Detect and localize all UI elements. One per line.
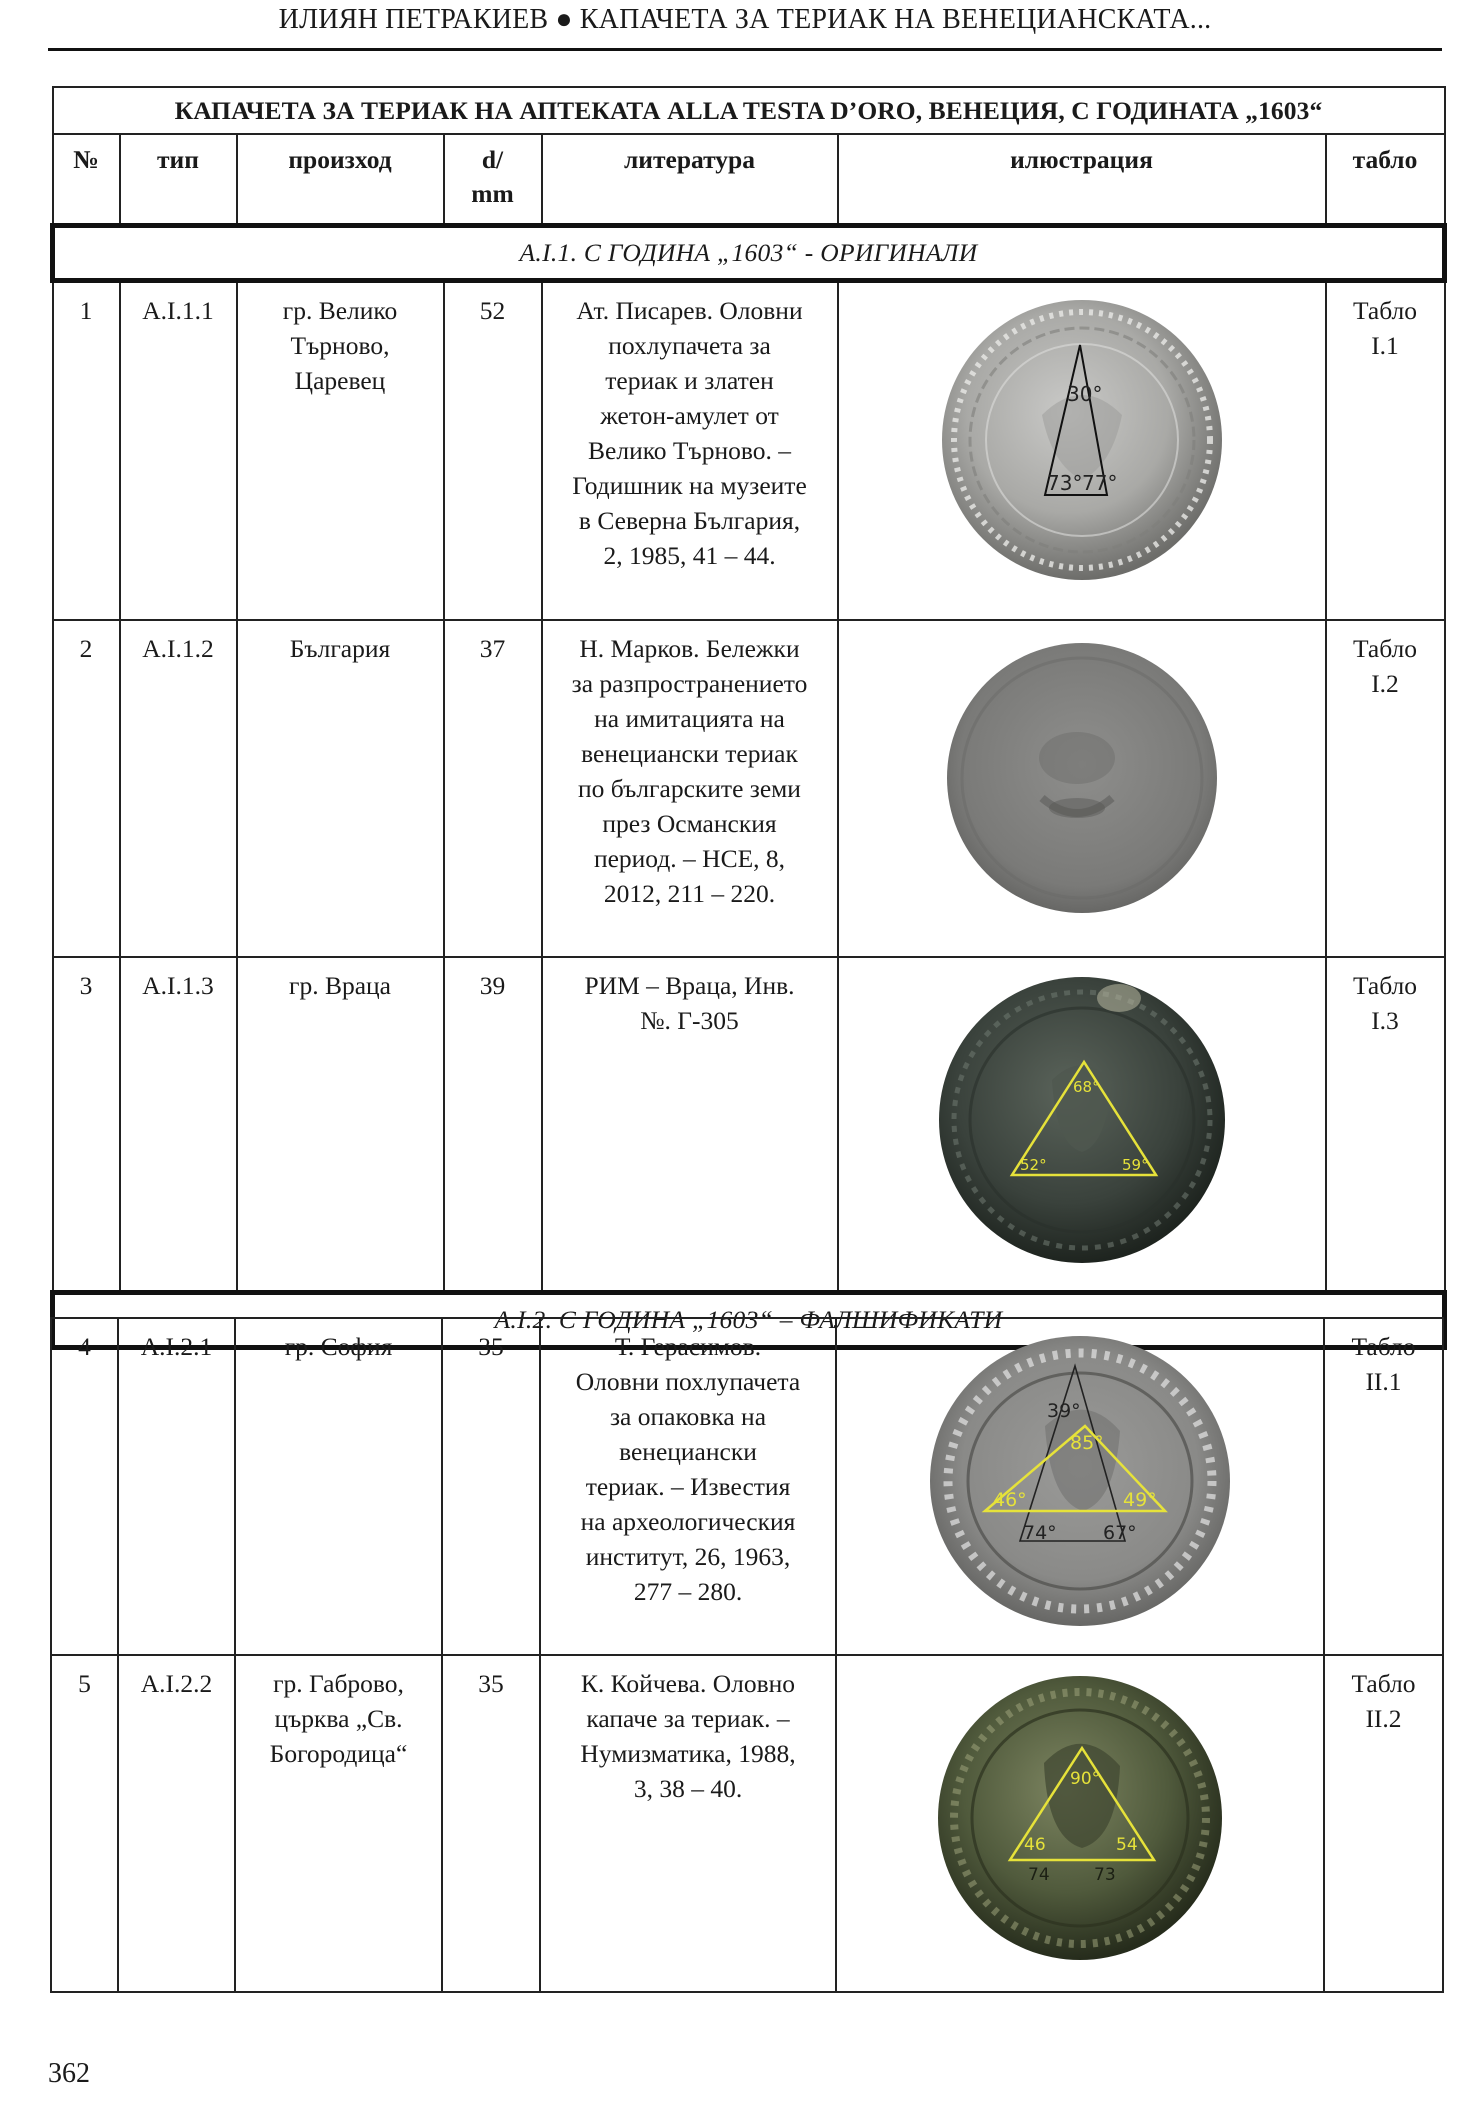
cell-illustration <box>838 957 1326 1293</box>
cell-illustration <box>836 1318 1324 1655</box>
literature-line: по българските земи <box>578 774 801 803</box>
cell-illustration <box>838 281 1326 621</box>
cell-no: 2 <box>53 620 120 957</box>
header-illustration: илюстрация <box>838 134 1326 226</box>
cell-origin <box>237 957 444 1293</box>
cell-illustration <box>836 1655 1324 1992</box>
section-heading-originals: А.І.1. С ГОДИНА „1603“ - ОРИГИНАЛИ <box>53 226 1445 281</box>
angle-label: 46° <box>993 1489 1027 1511</box>
cell-literature <box>542 957 838 1293</box>
literature-line: РИМ – Враца, Инв. <box>584 971 795 1000</box>
header-rule <box>48 48 1442 51</box>
plate-label: Табло <box>1351 1669 1416 1698</box>
cell-illustration <box>838 620 1326 957</box>
literature-line: Велико Търново. – <box>588 436 791 465</box>
angle-label: 30° <box>1066 382 1102 406</box>
origin-line: Царевец <box>294 366 386 395</box>
header-literature: литература <box>542 134 838 226</box>
cell-type: А.І.2.1 <box>118 1318 235 1655</box>
plate-label: Табло <box>1352 971 1418 1000</box>
cell-origin <box>235 1318 442 1655</box>
table-row <box>51 1655 1443 1992</box>
literature-line: през Османския <box>602 809 777 838</box>
angle-label: 77° <box>1081 471 1117 495</box>
cell-diameter: 52 <box>444 281 542 621</box>
plate-number: ІІ.2 <box>1365 1704 1402 1733</box>
literature-line: в Северна България, <box>578 506 801 535</box>
angle-label: 52° <box>1019 1156 1047 1174</box>
cell-literature <box>542 620 838 957</box>
literature-line: институт, 26, 1963, <box>585 1542 791 1571</box>
cell-type: А.І.2.2 <box>118 1655 235 1992</box>
literature-line: венециански териак <box>581 739 798 768</box>
page-number: 362 <box>48 2058 90 2089</box>
literature-line: на археологическия <box>580 1507 796 1536</box>
header-diameter-top: d/ <box>481 145 504 174</box>
literature-line: Н. Марков. Бележки <box>579 634 800 663</box>
literature-line: Т. Герасимов. <box>614 1332 762 1361</box>
cell-no: 1 <box>53 281 120 621</box>
header-no: № <box>53 134 120 226</box>
angle-label: 74 <box>1028 1865 1050 1885</box>
literature-line: похлупачета за <box>608 331 771 360</box>
cell-diameter: 35 <box>442 1318 540 1655</box>
table-row <box>51 1318 1443 1655</box>
angle-label: 73° <box>1046 471 1082 495</box>
table-row <box>53 957 1445 1293</box>
cell-no: 3 <box>53 957 120 1293</box>
header-origin: произход <box>237 134 444 226</box>
table-row <box>53 620 1445 957</box>
cell-plate <box>1326 957 1445 1293</box>
cell-origin <box>237 281 444 621</box>
plate-number: ІІ.1 <box>1365 1367 1402 1396</box>
plate-label: Табло <box>1351 1332 1416 1361</box>
lid-photo-2 <box>937 633 1227 923</box>
table-title: КАПАЧЕТА ЗА ТЕРИАК НА АПТЕКАТА ALLA TESTA D’ORO, ВЕНЕЦИЯ, С ГОДИНАТА „1603“ <box>53 87 1445 134</box>
plate-number: І.1 <box>1371 331 1399 360</box>
origin-line: България <box>289 634 391 663</box>
lid-photo-3 <box>934 970 1230 1266</box>
literature-line: Ат. Писарев. Оловни <box>576 296 803 325</box>
origin-line: гр. София <box>284 1332 393 1361</box>
cell-literature <box>540 1318 836 1655</box>
lid-photo-5 <box>932 1668 1228 1964</box>
cell-plate <box>1324 1655 1443 1992</box>
cell-plate <box>1326 620 1445 957</box>
angle-label: 39° <box>1047 1400 1081 1422</box>
cell-plate <box>1324 1318 1443 1655</box>
cell-origin <box>235 1655 442 1992</box>
table-row <box>53 281 1445 621</box>
literature-line: 2012, 211 – 220. <box>603 879 776 908</box>
angle-label: 74° <box>1023 1522 1057 1544</box>
header-diameter <box>444 134 542 226</box>
cell-diameter: 37 <box>444 620 542 957</box>
catalog-table-part-2 <box>50 1317 1444 1993</box>
cell-diameter: 35 <box>442 1655 540 1992</box>
literature-line: на имитацията на <box>594 704 785 733</box>
header-plate: табло <box>1326 134 1445 226</box>
section-heading-forgeries: А.І.2. С ГОДИНА „1603“ – ФАЛШИФИКАТИ <box>53 1293 1445 1348</box>
cell-diameter: 39 <box>444 957 542 1293</box>
cell-no: 5 <box>51 1655 118 1992</box>
cell-type: А.І.1.3 <box>120 957 237 1293</box>
literature-line: Оловни похлупачета <box>575 1367 801 1396</box>
angle-label: 67° <box>1103 1522 1137 1544</box>
origin-line: гр. Велико <box>282 296 398 325</box>
cell-no: 4 <box>51 1318 118 1655</box>
lid-photo-1 <box>937 295 1227 585</box>
angle-label: 54 <box>1116 1835 1138 1855</box>
header-row <box>53 134 1445 226</box>
literature-line: за разпространението <box>571 669 808 698</box>
angle-label: 59° <box>1121 1156 1149 1174</box>
literature-line: Нумизматика, 1988, <box>580 1739 796 1768</box>
running-head: ИЛИЯН ПЕТРАКИЕВ ● КАПАЧЕТА ЗА ТЕРИАК НА ВЕНЕЦИАНСКАТА... <box>278 4 1212 35</box>
angle-label: 85° <box>1070 1432 1104 1454</box>
origin-line: църква „Св. <box>274 1704 403 1733</box>
literature-line: капаче за териак. – <box>586 1704 790 1733</box>
cell-literature <box>540 1655 836 1992</box>
angle-label: 49° <box>1123 1489 1157 1511</box>
literature-line: за опаковка на <box>609 1402 767 1431</box>
angle-label: 46 <box>1024 1835 1046 1855</box>
angle-label: 73 <box>1094 1865 1116 1885</box>
plate-label: Табло <box>1352 634 1418 663</box>
origin-line: Търново, <box>290 331 390 360</box>
plate-number: І.3 <box>1371 1006 1399 1035</box>
origin-line: Богородица“ <box>269 1739 408 1768</box>
literature-line: венециански <box>619 1437 757 1466</box>
literature-line: териак и златен <box>605 366 774 395</box>
origin-line: гр. Враца <box>289 971 391 1000</box>
cell-literature <box>542 281 838 621</box>
plate-label: Табло <box>1352 296 1418 325</box>
angle-label: 68° <box>1072 1078 1100 1096</box>
header-diameter-bottom: mm <box>471 179 514 208</box>
origin-line: гр. Габрово, <box>273 1669 404 1698</box>
literature-line: Годишник на музеите <box>572 471 807 500</box>
cell-plate <box>1326 281 1445 621</box>
cell-type: А.І.1.1 <box>120 281 237 621</box>
cell-type: А.І.1.2 <box>120 620 237 957</box>
literature-line: К. Койчева. Оловно <box>580 1669 796 1698</box>
literature-line: жетон-амулет от <box>600 401 779 430</box>
literature-line: териак. – Известия <box>585 1472 791 1501</box>
plate-number: І.2 <box>1371 669 1399 698</box>
literature-line: 277 – 280. <box>633 1577 743 1606</box>
literature-line: 3, 38 – 40. <box>633 1774 743 1803</box>
header-type: тип <box>120 134 237 226</box>
catalog-table-part-1 <box>50 86 1447 1350</box>
angle-label: 90° <box>1070 1769 1101 1789</box>
lid-photo-4 <box>925 1331 1235 1631</box>
literature-line: №. Г-305 <box>640 1006 739 1035</box>
literature-line: 2, 1985, 41 – 44. <box>603 541 776 570</box>
literature-line: период. – НСЕ, 8, <box>593 844 786 873</box>
cell-origin <box>237 620 444 957</box>
